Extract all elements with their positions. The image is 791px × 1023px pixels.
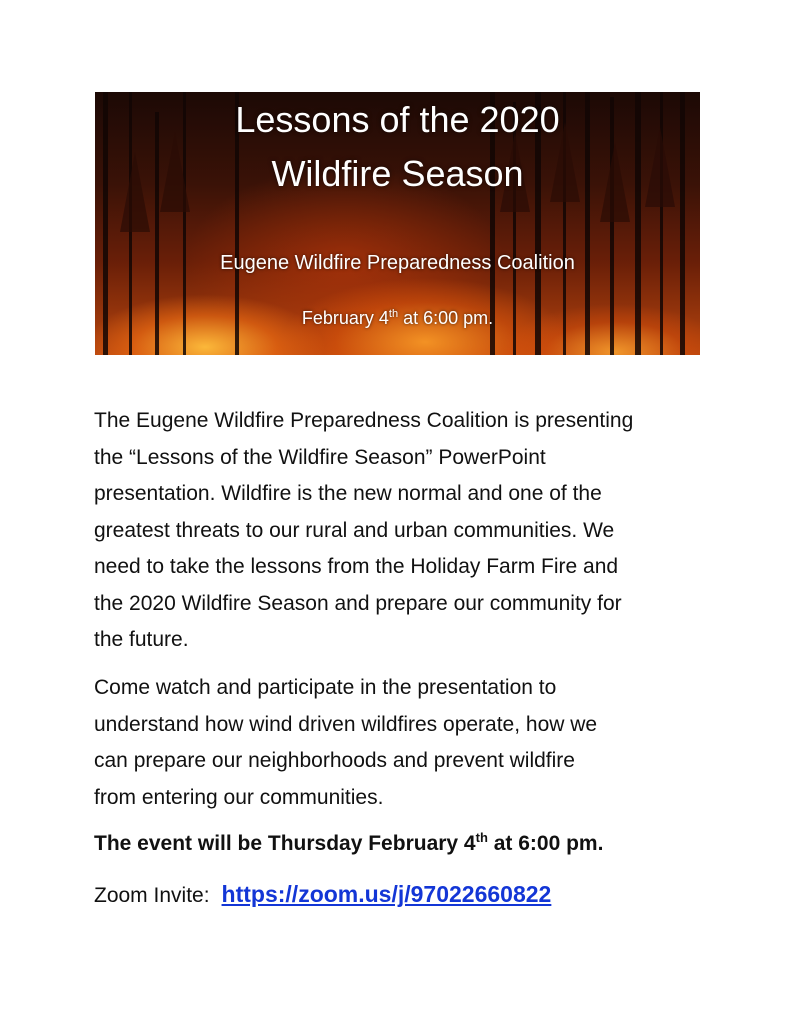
text-line: from entering our communities. bbox=[94, 785, 384, 809]
text-line: need to take the lessons from the Holiday Farm Fire and bbox=[94, 555, 619, 578]
event-date-line bbox=[94, 826, 714, 863]
text-line: can prepare our neighborhoods and prevent wildfire bbox=[94, 749, 575, 772]
banner-date-time: at 6:00 pm. bbox=[398, 308, 494, 328]
text-line: the future. bbox=[94, 628, 189, 651]
event-banner-image bbox=[95, 92, 700, 355]
zoom-invite-label: Zoom Invite: bbox=[94, 884, 210, 907]
banner-subtitle: Eugene Wildfire Preparedness Coalition bbox=[220, 252, 575, 274]
text-line: the 2020 Wildfire Season and prepare our community for bbox=[94, 591, 622, 615]
event-date-suffix: th bbox=[475, 830, 488, 845]
details-paragraph bbox=[94, 670, 714, 816]
text-line: presentation. Wildfire is the new normal and one of the bbox=[94, 482, 602, 505]
zoom-link[interactable]: https://zoom.us/j/97022660822 bbox=[221, 881, 552, 907]
text-line: understand how wind driven wildfires operate, how we bbox=[94, 712, 598, 736]
banner-title-line2: Wildfire Season bbox=[271, 153, 524, 194]
text-line: the “Lessons of the Wildfire Season” PowerPoint bbox=[94, 445, 546, 469]
text-line: Come watch and participate in the presentation to bbox=[94, 676, 557, 699]
intro-paragraph bbox=[94, 403, 714, 659]
text-line: The Eugene Wildfire Preparedness Coalition is presenting bbox=[94, 409, 634, 432]
event-date-time: at 6:00 pm. bbox=[487, 832, 604, 855]
banner-date bbox=[95, 308, 700, 329]
banner-title-line1: Lessons of the 2020 bbox=[235, 99, 560, 140]
text-line: greatest threats to our rural and urban communities. We bbox=[94, 518, 615, 542]
banner-date-main: February 4 bbox=[301, 308, 389, 328]
event-date-main: The event will be Thursday February 4 bbox=[94, 832, 476, 855]
zoom-invite-line bbox=[94, 876, 714, 915]
banner-date-suffix: th bbox=[388, 308, 399, 320]
